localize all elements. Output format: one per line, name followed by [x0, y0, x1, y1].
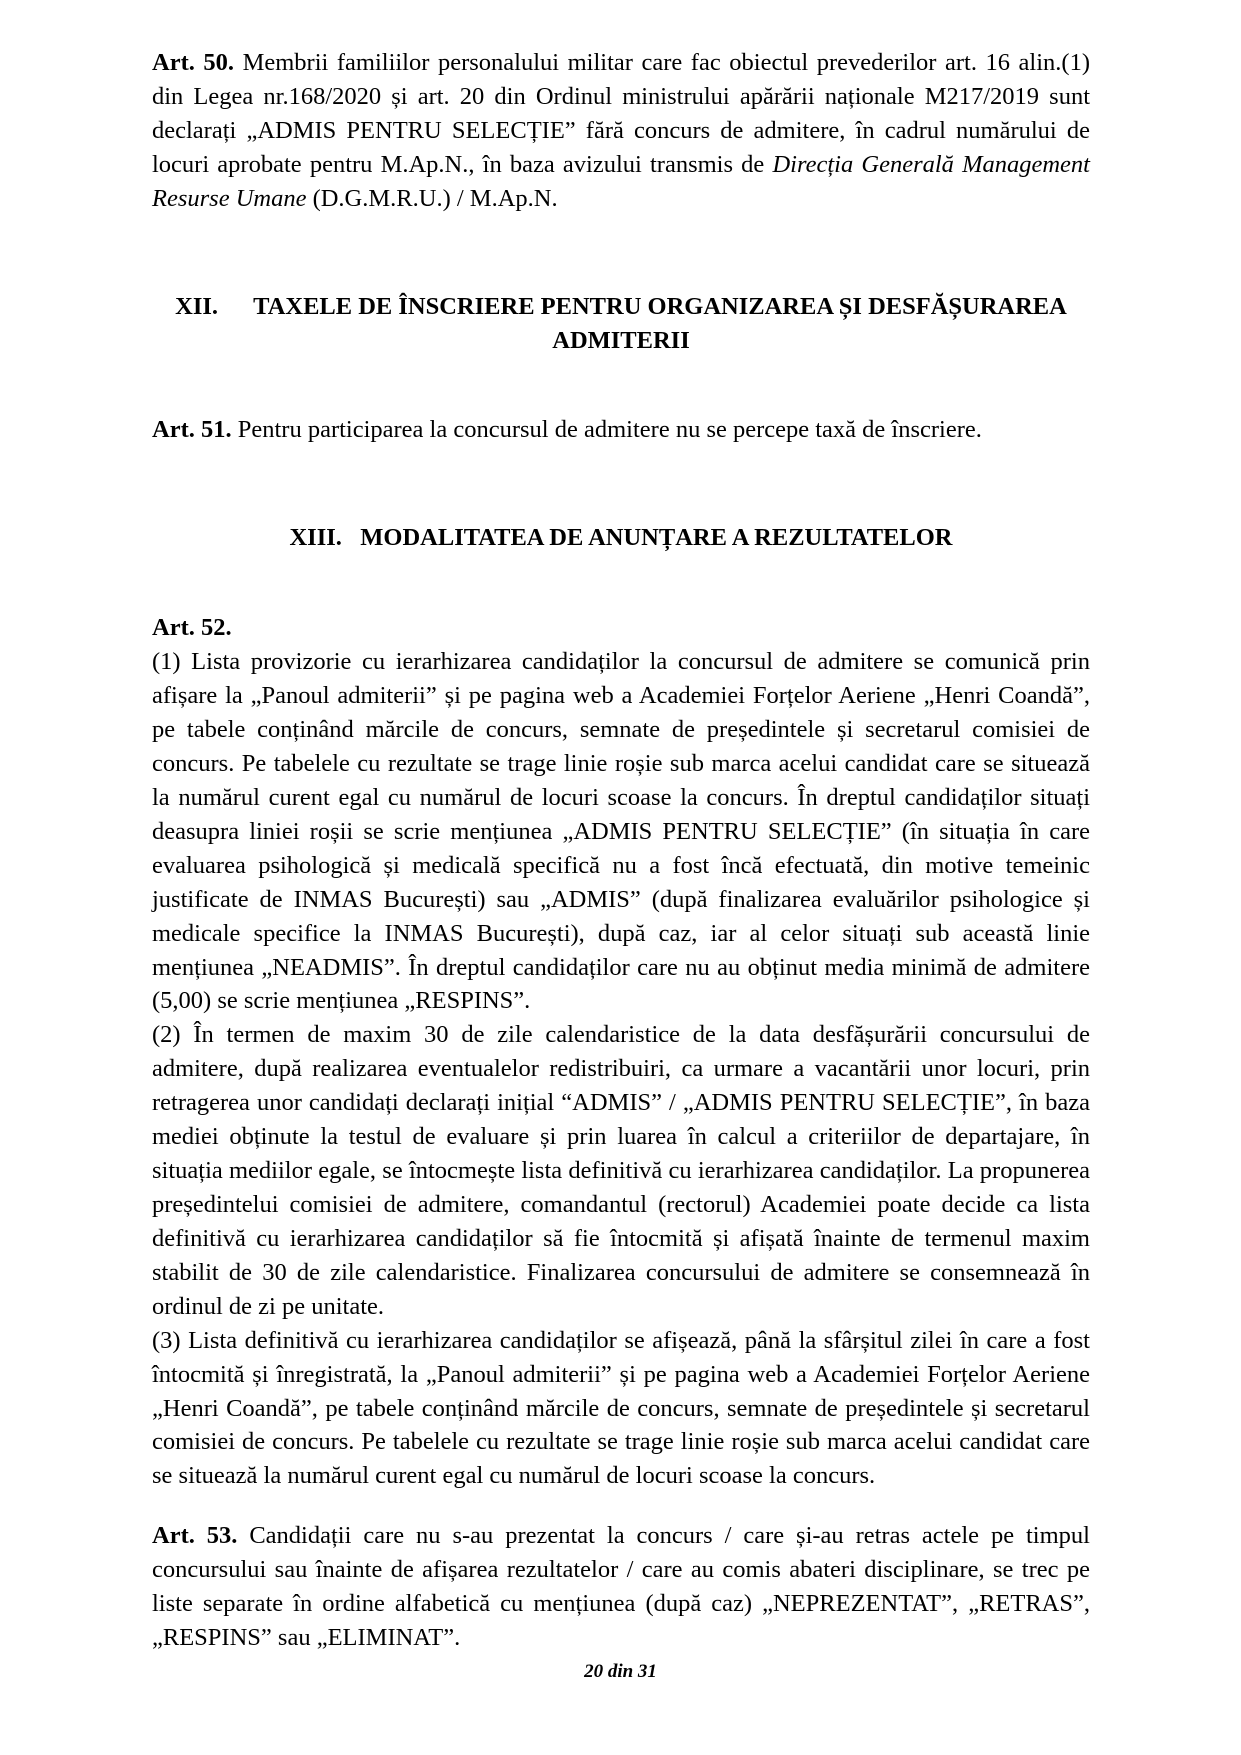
spacer: [152, 216, 1090, 290]
art-52-label: Art. 52.: [152, 614, 232, 642]
art-53-text: Candidații care nu s-au prezentat la concurs / care și-au retras actele pe timpul concursului sau înainte de afișarea rezultatelor / care au comis abateri disciplinare, se trec pe liste separate în ordine alfabetică cu mențiunea (după caz) „NEPREZENTAT”, „RETRAS”, „RESPINS” sau „ELIMINAT”.: [152, 1522, 1090, 1652]
spacer: [152, 447, 1090, 521]
section-xiii-title: MODALITATEA DE ANUNȚARE A REZULTATELOR: [360, 524, 953, 552]
section-xiii-line: [152, 521, 1090, 555]
paragraph-art-53: [152, 1519, 1090, 1655]
art-50-italic-reference: Direcția Generală Management Resurse Umane: [152, 150, 1090, 212]
section-xiii-number: XIII.: [289, 524, 342, 552]
art-51-label: Art. 51.: [152, 416, 232, 444]
section-heading-xiii: [152, 521, 1090, 555]
page-footer: 20 din 31: [584, 1661, 657, 1682]
art-50-text-after: (D.G.M.R.U.) / M.Ap.N.: [306, 184, 558, 212]
art-51-text: Pentru participarea la concursul de admitere nu se percepe taxă de înscriere.: [231, 416, 982, 444]
art-50-text-before: Membrii familiilor personalului militar care fac obiectul prevederilor art. 16 alin.(1) din Legea nr.168/2020 și art. 20 din Ordinul ministrului apărării naționale M217/2019 sunt declarați „ADMIS PENTRU SELECȚIE” fără concurs de admitere, în cadrul numărului de locuri aprobate pentru M.Ap.N., în baza avizului transmis de: [152, 49, 1090, 178]
spacer: [152, 555, 1090, 611]
section-xii-title: TAXELE DE ÎNSCRIERE PENTRU ORGANIZAREA ȘI DESFĂȘURAREA ADMITERII: [253, 292, 1067, 354]
paragraph-art-51: [152, 413, 1090, 447]
section-xii-number: XII.: [175, 292, 219, 320]
art-53-label: Art. 53.: [152, 1522, 238, 1550]
art-52-label-line: [152, 611, 1090, 645]
art-50-label: Art. 50.: [152, 49, 235, 76]
spacer: [152, 357, 1090, 413]
page-content: [152, 46, 1090, 1655]
paragraph-art-52-2: (2) În termen de maxim 30 de zile calendaristice de la data desfășurării concursului de admitere, după realizarea eventualelor redistribuiri, ca urmare a vacantării unor locuri, prin retragerea unor candidați declarați inițial “ADMIS” / „ADMIS PENTRU SELECȚIE”, în baza mediei obținute la testul de evaluare și prin luarea în calcul a criteriilor de departajare, în situația mediilor egale, se întocmește lista definitivă cu ierarhizarea candidaților. La propunerea președintelui comisiei de admitere, comandantul (rectorul) Academiei poate decide ca lista definitivă cu ierarhizarea candidaților să fie întocmită și afișată înainte de termenul maxim stabilit de 30 de zile calendaristice. Finalizarea concursului de admitere se consemnează în ordinul de zi pe unitate.: [152, 1021, 1090, 1320]
section-heading-xii: [152, 290, 1090, 358]
section-xii-line: [152, 290, 1090, 358]
paragraph-art-50: [152, 46, 1090, 216]
spacer: [152, 1493, 1090, 1519]
paragraph-art-52-3: (3) Lista definitivă cu ierarhizarea candidaților se afișează, până la sfârșitul zilei în care a fost întocmită și înregistrată, la „Panoul admiterii” și pe pagina web a Academiei Forțelor Aeriene „Henri Coandă”, pe tabele conținând mărcile de concurs, semnate de președintele și secretarul comisiei de concurs. Pe tabelele cu rezultate se trage linie roșie sub marca acelui candidat care se situează la numărul curent egal cu numărul de locuri scoase la concurs.: [152, 1326, 1090, 1490]
paragraph-art-52-1: (1) Lista provizorie cu ierarhizarea candidaților la concursul de admitere se comunică prin afișare la „Panoul admiterii” și pe pagina web a Academiei Forțelor Aeriene „Henri Coandă”, pe tabele conținând mărcile de concurs, semnate de președintele și secretarul comisiei de concurs. Pe tabelele cu rezultate se trage linie roșie sub marca acelui candidat care se situează la numărul curent egal cu numărul de locuri scoase la concurs. În dreptul candidaților situați deasupra liniei roșii se scrie mențiunea „ADMIS PENTRU SELECȚIE” (în situația în care evaluarea psihologică și medicală specifică nu a fost încă efectuată, din motive temeinic justificate de INMAS București) sau „ADMIS” (după finalizarea evaluărilor psihologice și medicale specifice la INMAS București), după caz, iar al celor situați sub această linie mențiunea „NEADMIS”. În dreptul candidaților care nu au obținut media minimă de admitere (5,00) se scrie mențiunea „RESPINS”.: [152, 648, 1090, 1015]
